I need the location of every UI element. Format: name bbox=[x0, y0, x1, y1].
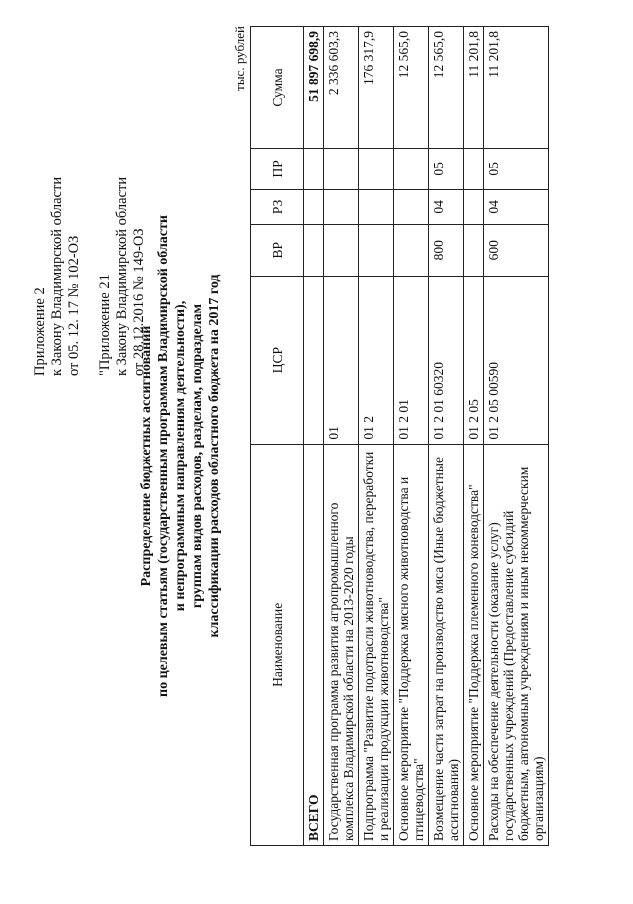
cell-sum: 11 201,8 bbox=[484, 27, 549, 149]
cell-sum: 12 565,0 bbox=[429, 27, 464, 149]
cell-sum: 12 565,0 bbox=[394, 27, 429, 149]
budget-table bbox=[250, 26, 549, 846]
cell-csr: 01 2 05 bbox=[464, 276, 484, 444]
cell-vr bbox=[394, 225, 429, 277]
header-pr: ПР bbox=[251, 149, 304, 190]
appendix-line: "Приложение 21 bbox=[97, 274, 113, 376]
document-page bbox=[18, 16, 618, 886]
cell-vr bbox=[464, 225, 484, 277]
cell-rz: 04 bbox=[484, 189, 549, 224]
cell-rz: 04 bbox=[429, 189, 464, 224]
cell-vr bbox=[359, 225, 394, 277]
appendix-line: от 28.12.2016 № 149-ОЗ bbox=[131, 228, 147, 376]
cell-csr: 01 2 01 60320 bbox=[429, 276, 464, 444]
table-row bbox=[359, 27, 394, 846]
table-header-row bbox=[251, 27, 304, 846]
cell-rz bbox=[464, 189, 484, 224]
cell-csr: 01 2 bbox=[359, 276, 394, 444]
cell-pr: 05 bbox=[484, 149, 549, 190]
cell-sum: 51 897 698,9 bbox=[304, 27, 324, 149]
title-line: и непрограммным направлениям деятельности), bbox=[173, 300, 188, 612]
title-line: группам видов расходов, разделам, подразделам bbox=[190, 303, 205, 609]
cell-csr: 01 2 01 bbox=[394, 276, 429, 444]
cell-pr bbox=[304, 149, 324, 190]
appendix-line: Приложение 2 bbox=[32, 287, 48, 376]
table-row bbox=[429, 27, 464, 846]
cell-pr bbox=[464, 149, 484, 190]
cell-rz bbox=[324, 189, 359, 224]
cell-csr bbox=[304, 276, 324, 444]
cell-name: Подпрограмма "Развитие подотрасли животноводства, переработки и реализации продукции животноводства" bbox=[359, 444, 394, 845]
cell-csr: 01 2 05 00590 bbox=[484, 276, 549, 444]
table-row bbox=[324, 27, 359, 846]
header-vr: ВР bbox=[251, 225, 304, 277]
table-row bbox=[464, 27, 484, 846]
document-title bbox=[138, 176, 223, 736]
cell-name: Основное мероприятие "Поддержка племенного коневодства" bbox=[464, 444, 484, 845]
cell-rz bbox=[394, 189, 429, 224]
appendix-line: к Закону Владимирской области bbox=[49, 176, 65, 376]
cell-vr: 800 bbox=[429, 225, 464, 277]
header-csr: ЦСР bbox=[251, 276, 304, 444]
appendix-line: к Закону Владимирской области bbox=[114, 176, 130, 376]
cell-name: Государственная программа развития агропромышленного комплекса Владимирской области на 2013-2020 годы bbox=[324, 444, 359, 845]
cell-rz bbox=[359, 189, 394, 224]
title-line: Распределение бюджетных ассигнований bbox=[139, 325, 154, 587]
units-label: тыс. рублей bbox=[232, 26, 247, 91]
cell-name: Основное мероприятие "Поддержка мясного животноводства и птицеводства" bbox=[394, 444, 429, 845]
title-line: классификации расходов областного бюджета на 2017 год bbox=[207, 274, 222, 638]
cell-name: Возмещение части затрат на производство мяса (Иные бюджетные ассигнования) bbox=[429, 444, 464, 845]
header-name: Наименование bbox=[251, 444, 304, 845]
table-row bbox=[394, 27, 429, 846]
cell-vr bbox=[324, 225, 359, 277]
cell-pr bbox=[394, 149, 429, 190]
appendix-block bbox=[32, 36, 148, 376]
cell-sum: 2 336 603,3 bbox=[324, 27, 359, 149]
cell-vr bbox=[304, 225, 324, 277]
cell-sum: 11 201,8 bbox=[464, 27, 484, 149]
cell-vr: 600 bbox=[484, 225, 549, 277]
cell-rz bbox=[304, 189, 324, 224]
cell-name: ВСЕГО bbox=[304, 444, 324, 845]
cell-name: Расходы на обеспечение деятельности (оказание услуг) государственных учреждений (Предоставление субсидий бюджетным, автономным учреждениям и иным некоммерческим организациям) bbox=[484, 444, 549, 845]
table-row bbox=[484, 27, 549, 846]
header-sum: Сумма bbox=[251, 27, 304, 149]
cell-sum: 176 317,9 bbox=[359, 27, 394, 149]
header-rz: РЗ bbox=[251, 189, 304, 224]
table-row bbox=[304, 27, 324, 846]
cell-pr: 05 bbox=[429, 149, 464, 190]
title-line: по целевым статьям (государственным программам Владимирской области bbox=[156, 215, 171, 697]
appendix-line: от 05. 12. 17 № 102-ОЗ bbox=[66, 235, 82, 376]
cell-pr bbox=[359, 149, 394, 190]
cell-csr: 01 bbox=[324, 276, 359, 444]
cell-pr bbox=[324, 149, 359, 190]
